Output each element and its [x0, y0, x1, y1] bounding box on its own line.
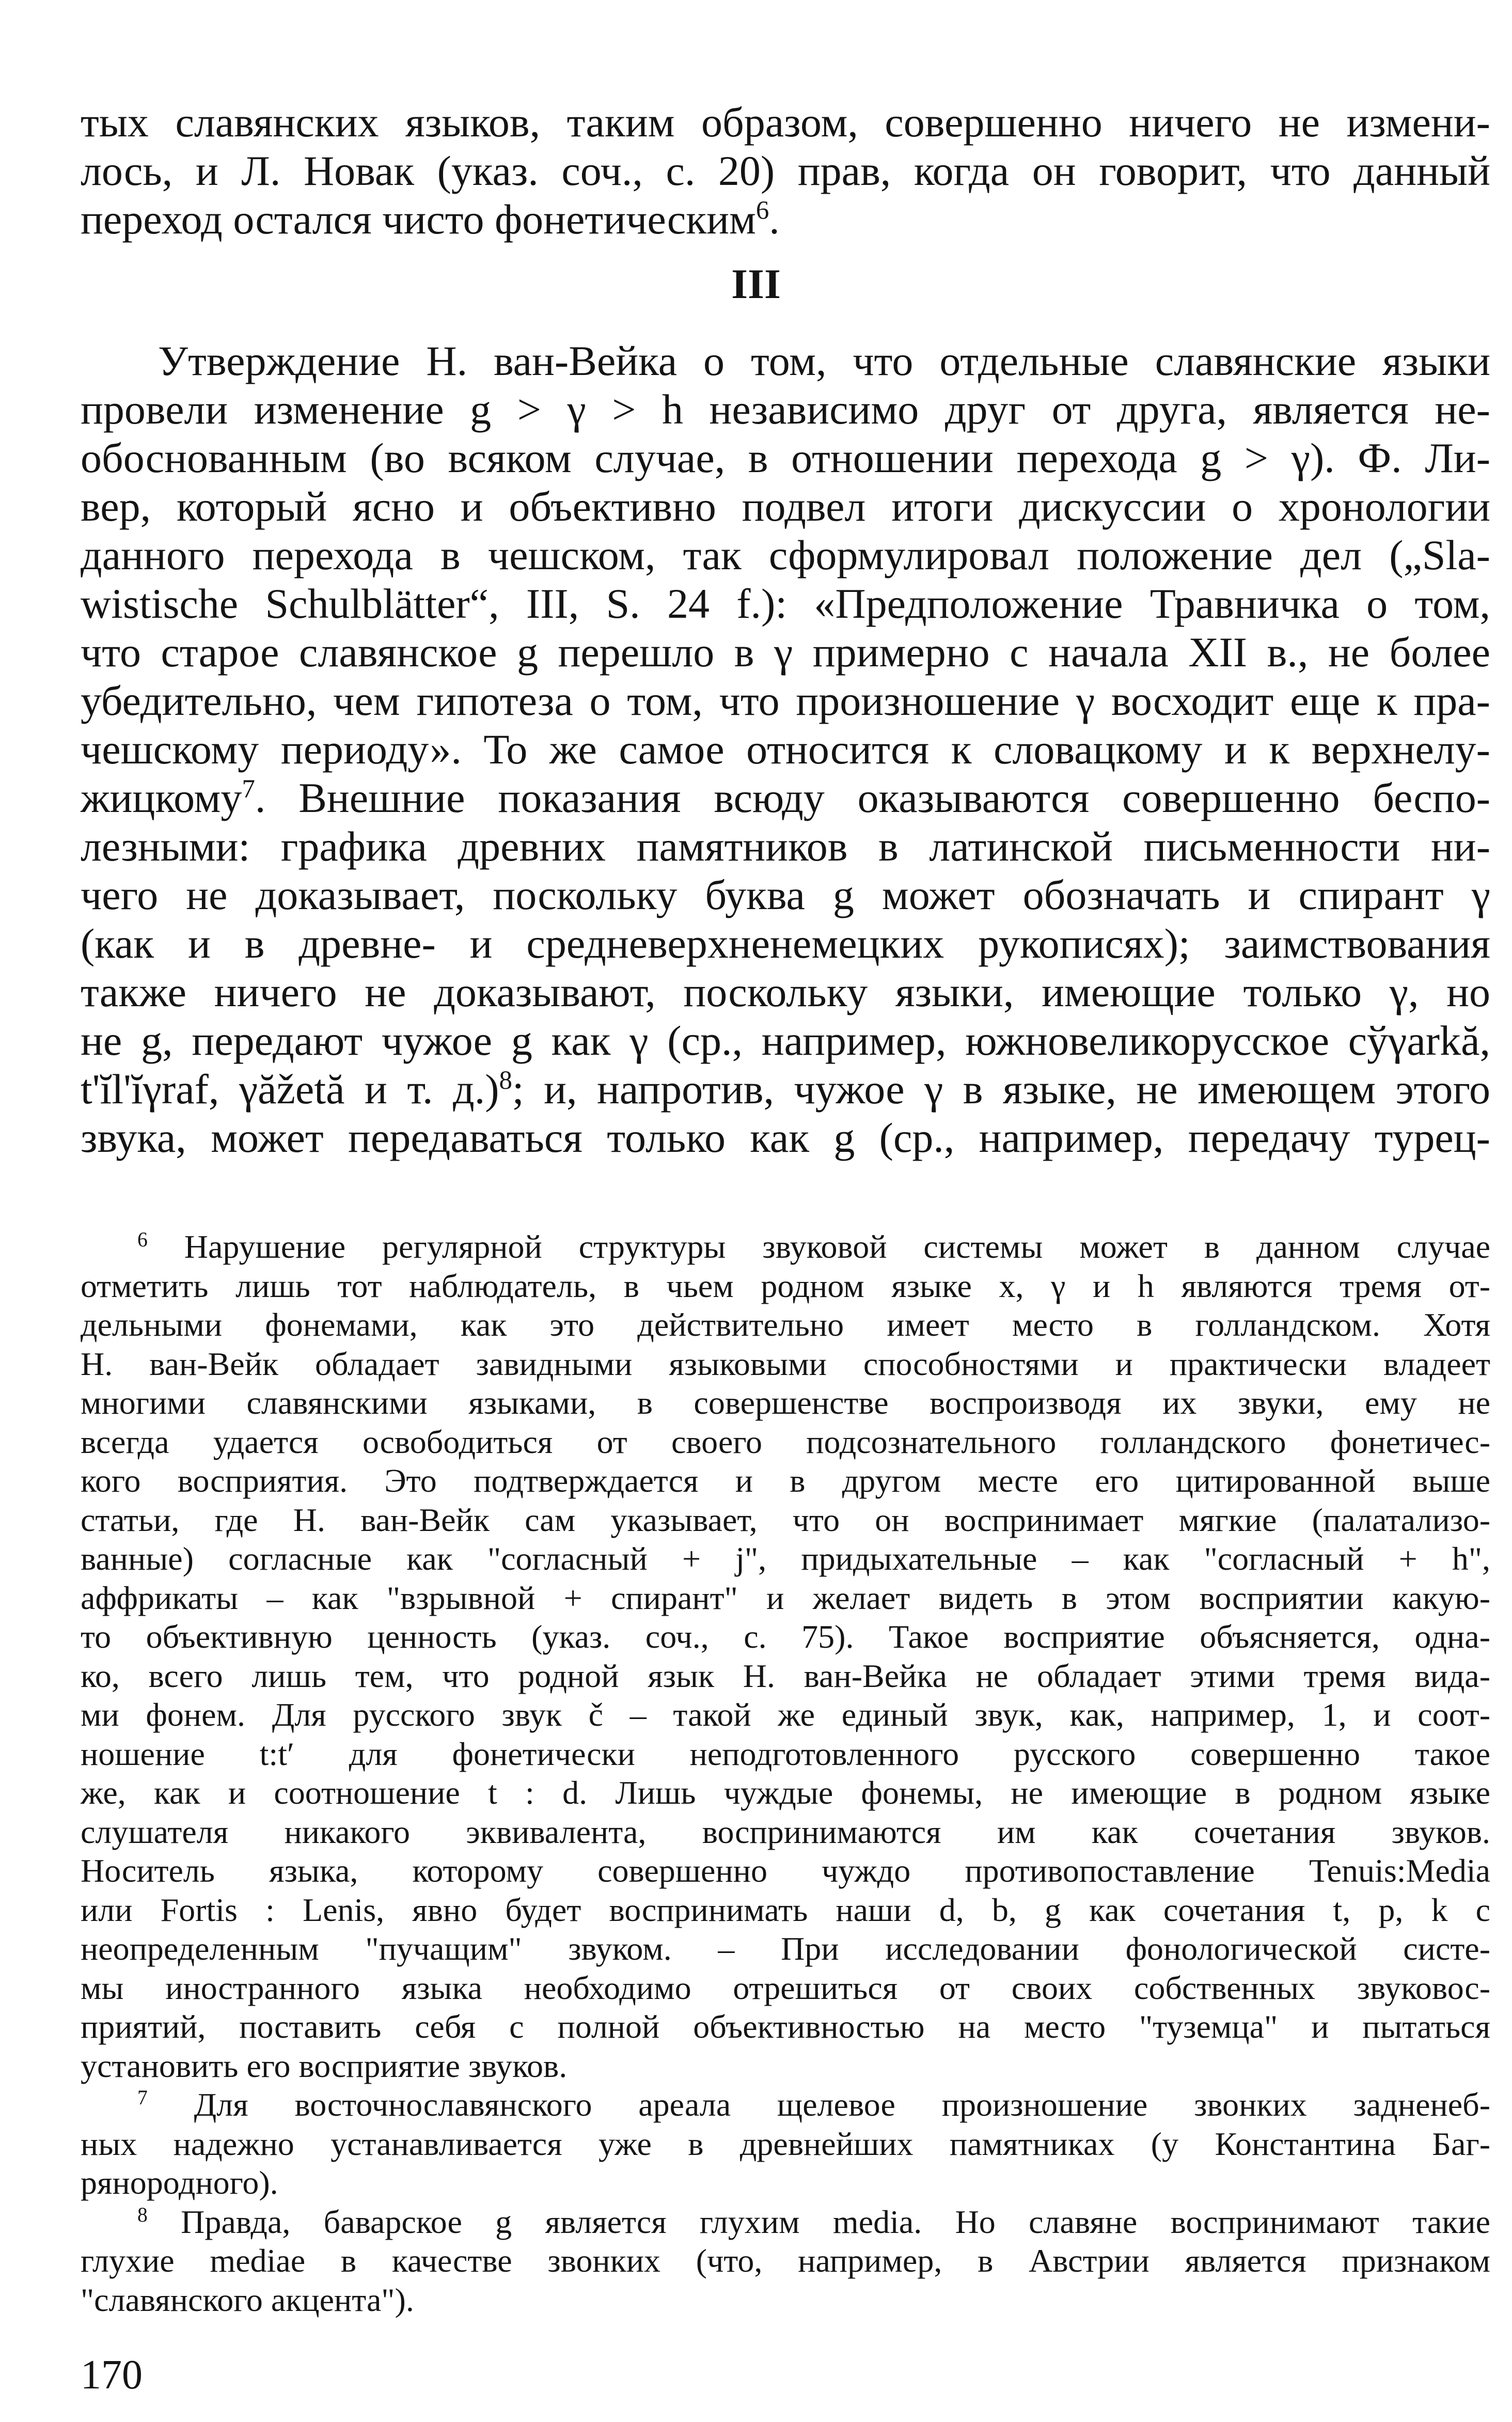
- footnotes: [81, 1227, 1490, 2319]
- footnote-7: [81, 2085, 1490, 2202]
- text-line: чешскому периоду». То же самое относится к словацкому и к верхнелу-: [81, 726, 1490, 773]
- text-line: Утверждение Н. ван-Вейка о том, что отдельные славянские языки: [158, 337, 1490, 384]
- footnote-line: мы иностранного языка необходимо отрешиться от своих собственных звуковос-: [81, 1969, 1490, 2006]
- footnote-ref-7: 7: [242, 774, 255, 804]
- footnote-line: ми фонем. Для русского звук č – такой же единый звук, как, например, 1, и соот-: [81, 1696, 1490, 1733]
- section-paragraph: [81, 337, 1490, 1162]
- footnote-line: неопределенным "пучащим" звуком. – При исследовании фонологической систе-: [81, 1930, 1490, 1967]
- text-line: убедительно, чем гипотеза о том, что произношение γ восходит еще к пра-: [81, 677, 1490, 724]
- section-heading: III: [731, 260, 781, 307]
- text-line-content: ; и, напротив, чужое γ в языке, не имеющем этого: [512, 1066, 1490, 1113]
- text-line: [81, 195, 1490, 244]
- footnote-line: аффрикаты – как "взрывной + спирант" и желает видеть в этом восприятии какую-: [81, 1579, 1490, 1616]
- text-line: [81, 1065, 1490, 1114]
- footnote-line: слушателя никакого эквивалента, воспринимаются им как сочетания звуков.: [81, 1813, 1490, 1850]
- text-line: чего не доказывает, поскольку буква g может обозначать и спирант γ: [81, 871, 1490, 918]
- footnote-text: Правда, баварское g является глухим media. Но славяне воспринимают такие: [147, 2203, 1490, 2240]
- intro-paragraph: [81, 98, 1490, 244]
- footnote-line: отметить лишь тот наблюдатель, в чьем родном языке х, γ и h являются тремя от-: [81, 1267, 1490, 1304]
- footnote-text: Для восточнославянского ареала щелевое произношение звонких задненеб-: [147, 2086, 1490, 2123]
- text-line: звука, может передаваться только как g (ср., например, передачу турец-: [81, 1114, 1490, 1161]
- text-line: обоснованным (во всяком случае, в отношении перехода g > γ). Ф. Ли-: [81, 434, 1491, 481]
- footnote-line: кого восприятия. Это подтверждается и в другом месте его цитированной выше: [81, 1462, 1490, 1499]
- text-line-content: переход остался чисто фонетическим: [81, 196, 756, 243]
- footnote-ref-8: 8: [499, 1066, 512, 1095]
- footnote-line: "славянского акцента").: [81, 2281, 414, 2318]
- footnote-line: [81, 2202, 1490, 2242]
- page-number: 170: [81, 2352, 143, 2398]
- footnote-line: ко, всего лишь тем, что родной язык Н. ван-Вейка не обладает этими тремя вида-: [81, 1657, 1490, 1694]
- footnote-line: установить его восприятие звуков.: [81, 2047, 568, 2084]
- footnote-line: рянородного).: [81, 2164, 278, 2201]
- footnote-marker: 7: [137, 2086, 148, 2110]
- footnote-line: глухие mediae в качестве звонких (что, например, в Австрии является признаком: [81, 2242, 1490, 2279]
- footnote-line: многими славянскими языками, в совершенстве воспроизводя их звуки, ему не: [81, 1384, 1490, 1421]
- text-line: (как и в древне- и средневерхненемецких рукописях); заимствования: [81, 920, 1490, 967]
- footnote-marker: 6: [137, 1228, 148, 1252]
- footnote-ref-6: 6: [755, 196, 769, 225]
- text-line: тых славянских языков, таким образом, совершенно ничего не измени-: [81, 99, 1490, 146]
- text-line-content: . Внешние показания всюду оказываются совершенно беспо-: [255, 774, 1490, 821]
- text-line-content: жицкому: [81, 774, 242, 821]
- text-line-end: .: [769, 196, 780, 243]
- text-line: лезными: графика древних памятников в латинской письменности ни-: [81, 823, 1490, 870]
- footnote-line: [81, 2085, 1490, 2124]
- footnote-line: же, как и соотношение t : d. Лишь чуждые фонемы, не имеющие в родном языке: [81, 1774, 1490, 1811]
- footnote-line: или Fortis : Lenis, явно будет воспринимать наши d, b, g как сочетания t, p, k с: [81, 1891, 1490, 1928]
- footnote-text: Нарушение регулярной структуры звуковой системы может в данном случае: [147, 1228, 1490, 1265]
- text-line: что старое славянское g перешло в γ примерно с начала XII в., не более: [81, 629, 1490, 676]
- text-line-content: t'ĭl'ĭγraf, γăžetă и т. д.): [81, 1066, 499, 1113]
- text-line: также ничего не доказывают, поскольку языки, имеющие только γ, но: [81, 968, 1490, 1015]
- footnote-8: [81, 2202, 1490, 2320]
- footnote-line: всегда удается освободиться от своего подсознательного голландского фонетичес-: [81, 1423, 1490, 1460]
- footnote-line: ношение t:t′ для фонетически неподготовленного русского совершенно такое: [81, 1735, 1490, 1772]
- text-line: лось, и Л. Новак (указ. соч., с. 20) прав, когда он говорит, что данный: [81, 147, 1490, 194]
- footnote-line: приятий, поставить себя с полной объективностью на место "туземца" и пытаться: [81, 2008, 1490, 2045]
- footnote-line: Носитель языка, которому совершенно чуждо противопоставление Tenuis:Media: [81, 1852, 1490, 1889]
- text-line: wistische Schulblätter“, III, S. 24 f.): «Предположение Травничка о том,: [81, 580, 1490, 627]
- footnote-line: ных надежно устанавливается уже в древнейших памятниках (у Константина Баг-: [81, 2125, 1490, 2162]
- footnote-line: то объективную ценность (указ. соч., с. 75). Такое восприятие объясняется, одна-: [81, 1618, 1490, 1655]
- footnote-line: статьи, где Н. ван-Вейк сам указывает, что он воспринимает мягкие (палатализо-: [81, 1501, 1490, 1538]
- footnote-marker: 8: [137, 2203, 148, 2226]
- footnote-line: ванные) согласные как "согласный + j", придыхательные – как "согласный + h",: [81, 1540, 1490, 1577]
- footnote-line: дельными фонемами, как это действительно имеет место в голландском. Хотя: [81, 1306, 1490, 1343]
- footnote-6: [81, 1227, 1490, 2085]
- text-line: вер, который ясно и объективно подвел итоги дискуссии о хронологии: [81, 483, 1490, 530]
- text-line: данного перехода в чешском, так сформулировал положение дел („Sla-: [81, 532, 1490, 579]
- footnote-line: Н. ван-Вейк обладает завидными языковыми способностями и практически владеет: [81, 1345, 1490, 1382]
- text-line: провели изменение g > γ > h независимо друг от друга, является не-: [81, 386, 1490, 433]
- text-line: [81, 774, 1490, 822]
- text-line: не g, передают чужое g как γ (ср., например, южновеликорусское сўγаrkă,: [81, 1017, 1490, 1064]
- footnote-line: [81, 1227, 1490, 1267]
